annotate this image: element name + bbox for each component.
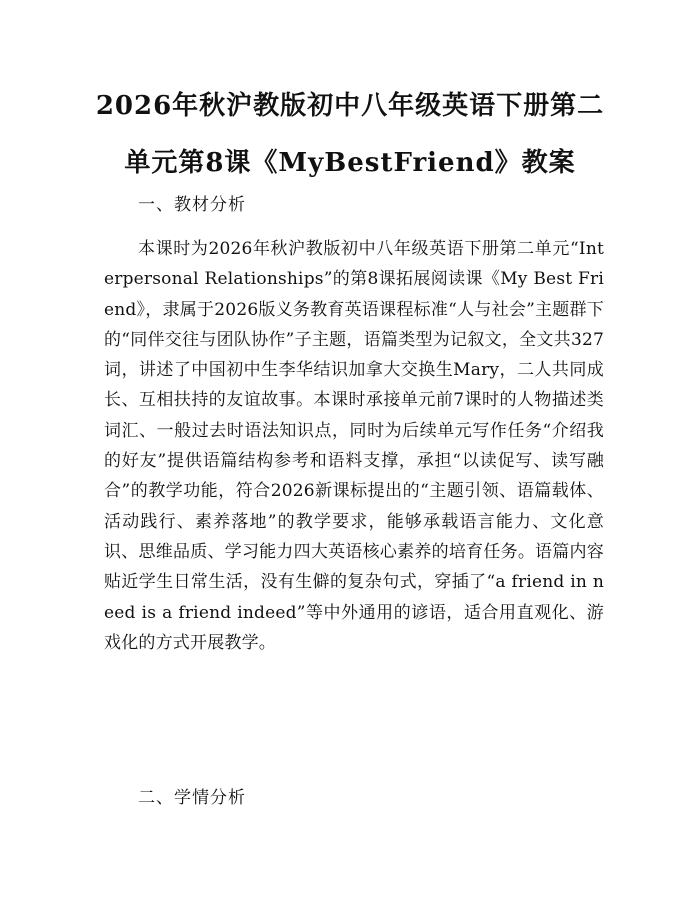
section-paragraph-textbook-analysis: 本课时为2026年秋沪教版初中八年级英语下册第二单元“Interpersonal Relationships”的第8课拓展阅读课《My Best Friend》，隶属于2026版义务教育英语课程标准“人与社会”主题群下的“同伴交往与团队协作”子主题，语篇类型为记叙文，全文共327词，讲述了中国初中生李华结识加拿大交换生Mary，二人共同成长、互相扶持的友谊故事。本课时承接单元前7课时的人物描述类词汇、一般过去时语法知识点，同时为后续单元写作任务“介绍我的好友”提供语篇结构参考和语料支撑，承担“以读促写、读写融合”的教学功能，符合2026新课标提出的“主题引领、语篇载体、活动践行、素养落地”的教学要求，能够承载语言能力、文化意识、思维品质、学习能力四大英语核心素养的培育任务。语篇内容贴近学生日常生活，没有生僻的复杂句式，穿插了“a friend in need is a friend indeed”等中外通用的谚语，适合用直观化、游戏化的方式开展教学。	[104, 239, 604, 653]
section-heading-learner-analysis: 二、学情分析	[138, 788, 246, 808]
document-title: 2026年秋沪教版初中八年级英语下册第二单元第8课《MyBestFriend》教案	[95, 91, 605, 178]
section-heading-textbook-analysis: 一、教材分析	[138, 195, 246, 215]
